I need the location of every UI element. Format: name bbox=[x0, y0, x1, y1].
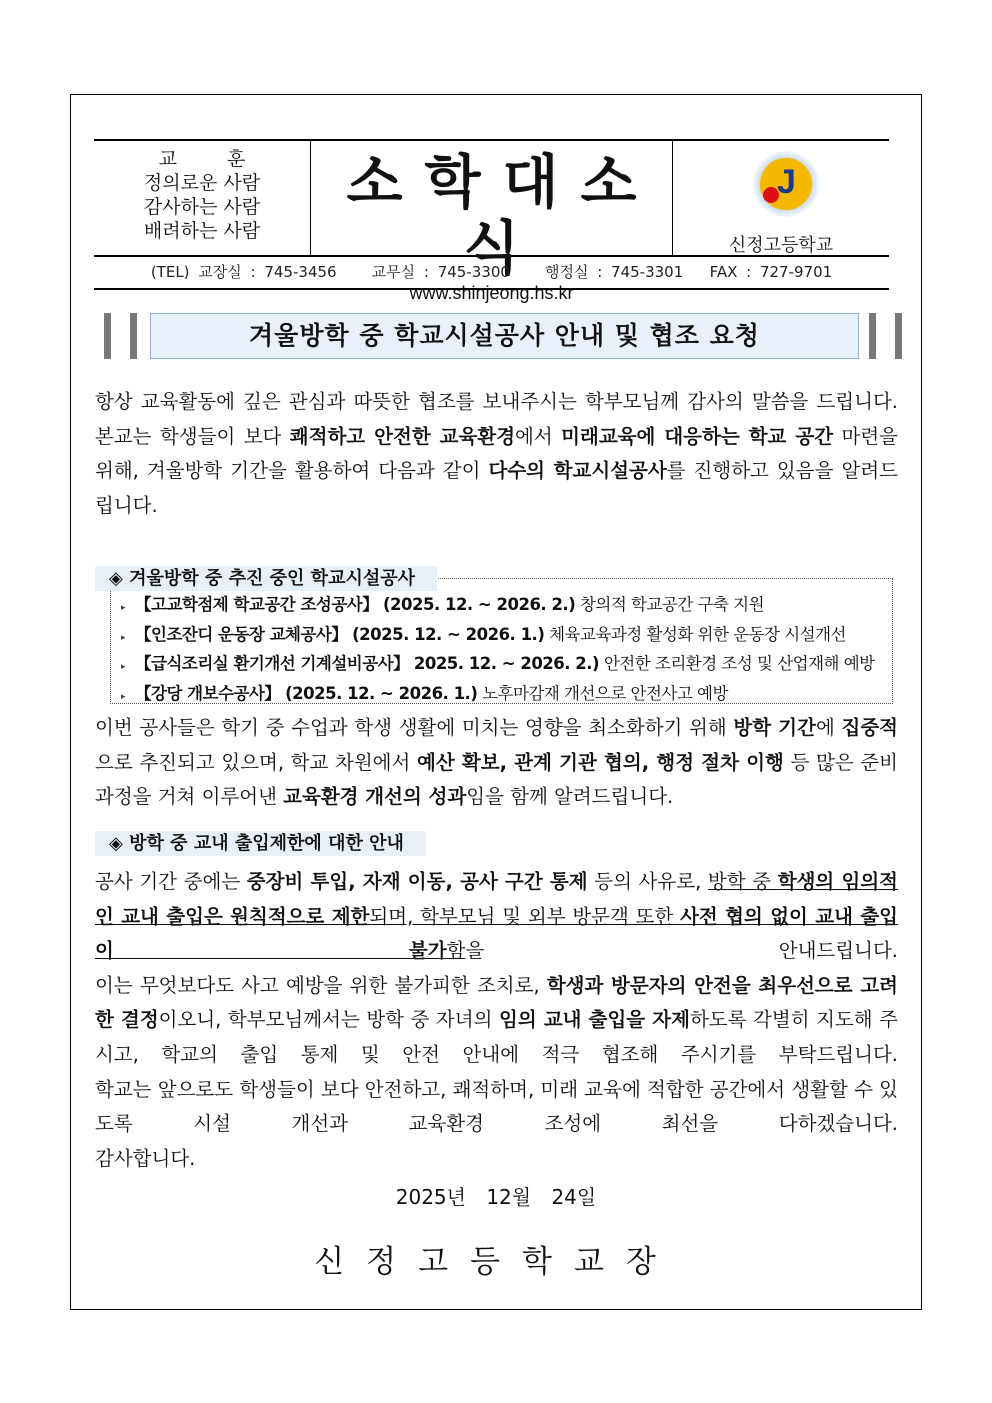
heading-bar-decoration bbox=[895, 313, 902, 359]
bold-text: 학생과 방문자의 안전을 최우선으로 고려한 결정 bbox=[95, 973, 898, 1032]
project-description: 체육교육과정 활성화 위한 운동장 시설개선 bbox=[549, 624, 846, 644]
bold-text: 임의 교내 출입을 자제 bbox=[499, 1008, 690, 1032]
text-run: 방학 중 bbox=[707, 870, 778, 893]
project-description: 노후마감재 개선으로 안전사고 예방 bbox=[482, 683, 728, 703]
section-title-access: ◈ 방학 중 교내 출입제한에 대한 안내 bbox=[95, 831, 426, 856]
paragraph bbox=[95, 1142, 898, 1177]
motto-line: 정의로운 사람 bbox=[143, 172, 261, 194]
paragraph bbox=[95, 711, 898, 815]
intro-paragraphs bbox=[95, 385, 898, 523]
construction-item bbox=[121, 622, 892, 652]
motto-title: 교훈 bbox=[158, 148, 296, 170]
text-run: 이는 무엇보다도 사고 예방을 위한 불가피한 조치로, bbox=[95, 973, 547, 997]
text-run: 함 bbox=[446, 939, 466, 963]
construction-summary-paragraph bbox=[95, 711, 898, 815]
school-logo-icon: J bbox=[753, 151, 819, 217]
project-name: 【고교학점제 학교공간 조성공사】 bbox=[135, 595, 379, 614]
diamond-icon: ◈ bbox=[109, 568, 123, 589]
text-run: 에 bbox=[815, 716, 842, 739]
contact-info: (TEL) 교장실 : 745-3456 교무실 : 745-3300 행정실 : 745-3301 FAX : 727-9701 bbox=[94, 257, 889, 290]
paragraph bbox=[95, 385, 898, 420]
document-date: 2025년 12월 24일 bbox=[395, 1185, 597, 1209]
text-run: 임을 함께 알려드립니다. bbox=[466, 785, 674, 809]
text-run: 항상 교육활동에 깊은 관심과 따뜻한 협조를 보내주시는 학부모님께 감사의 말씀을 드립니다. bbox=[95, 390, 898, 413]
paragraph bbox=[95, 420, 898, 524]
bold-text: 사전 협의 없이 교내 출입이 불가 bbox=[95, 904, 898, 963]
text-run: 학교는 앞으로도 학생들이 보다 안전하고, 쾌적하며, 미래 교육에 적합한 공간에서 생활할 수 있도록 시설 개선과 교육환경 조성에 최선을 다하겠습니다. bbox=[95, 1077, 898, 1136]
heading-bar-decoration bbox=[869, 313, 876, 359]
triangle-bullet-icon: ▸ bbox=[121, 603, 126, 613]
text-run: 에서 bbox=[515, 424, 562, 448]
section-title-construction: ◈ 겨울방학 중 추진 중인 학교시설공사 bbox=[95, 566, 437, 591]
project-period: (2025. 12. ~ 2026. 1.) bbox=[352, 624, 545, 644]
bold-text: 집중적 bbox=[841, 716, 898, 739]
triangle-bullet-icon: ▸ bbox=[121, 691, 126, 702]
paragraph bbox=[95, 1073, 898, 1142]
project-description: 안전한 조리환경 조성 및 산업재해 예방 bbox=[603, 654, 875, 673]
text-run: 본교는 학생들이 보다 bbox=[95, 424, 290, 448]
text-run: 감사합니다. bbox=[95, 1146, 196, 1170]
construction-list-box bbox=[110, 578, 893, 704]
paragraph bbox=[95, 969, 898, 1073]
school-name: 신정고등학교 bbox=[728, 235, 834, 256]
triangle-bullet-icon: ▸ bbox=[121, 662, 126, 672]
text-run: 되며, 학부모님 및 외부 방문객 또한 bbox=[369, 904, 681, 928]
construction-item bbox=[121, 651, 892, 681]
bold-text: 방학 기간 bbox=[733, 716, 816, 739]
project-period: (2025. 12. ~ 2026. 2.) bbox=[382, 595, 576, 614]
bold-text: 다수의 학교시설공사 bbox=[488, 459, 667, 483]
newsletter-title: 소학대소식 bbox=[346, 148, 659, 282]
page-heading: 겨울방학 중 학교시설공사 안내 및 협조 요청 bbox=[150, 313, 859, 359]
heading-bar-decoration bbox=[104, 313, 111, 359]
motto-line: 배려하는 사람 bbox=[143, 220, 261, 242]
bold-text: 쾌적하고 안전한 교육환경 bbox=[289, 424, 516, 448]
bold-text: 교육환경 개선의 성과 bbox=[283, 785, 467, 809]
construction-item bbox=[121, 681, 892, 711]
bold-text: 미래교육에 대응하는 학교 공간 bbox=[561, 424, 834, 448]
school-url: www.shinjeong.hs.kr bbox=[409, 283, 574, 303]
text-run: 공사 기간 중에는 bbox=[95, 870, 247, 893]
construction-item bbox=[121, 592, 892, 622]
project-period: (2025. 12. ~ 2026. 1.) bbox=[285, 683, 478, 703]
motto-line: 감사하는 사람 bbox=[143, 196, 261, 218]
text-run: 하도록 각별히 지도해 주시고, 학교의 출입 통제 및 안전 안내에 적극 협조해 주시기를 부탁드립니다. bbox=[95, 1008, 898, 1066]
text-run: 을 안내드립니다. bbox=[465, 939, 898, 963]
school-motto bbox=[94, 141, 311, 255]
text-run: 마련을 위해, 겨울방학 기간을 활용하여 다음과 같이 bbox=[95, 424, 898, 483]
text-run: 등 많은 준비 과정을 거쳐 이루어낸 bbox=[95, 750, 899, 809]
signature: 신정고등학교장 bbox=[314, 1244, 678, 1280]
text-run: 이오니, 학부모님께서는 방학 중 자녀의 bbox=[158, 1008, 499, 1032]
access-restriction-paragraphs bbox=[95, 865, 898, 1176]
diamond-icon: ◈ bbox=[109, 833, 123, 854]
text-run: 등의 사유로, bbox=[587, 870, 708, 893]
triangle-bullet-icon: ▸ bbox=[121, 632, 126, 643]
text-run: 이번 공사들은 학기 중 수업과 학생 생활에 미치는 영향을 최소화하기 위해 bbox=[95, 716, 734, 739]
project-name: 【강당 개보수공사】 bbox=[135, 683, 281, 703]
bold-text: 학생의 임의적인 교내 출입은 원칙적으로 제한 bbox=[95, 870, 898, 928]
project-name: 【인조잔디 운동장 교체공사】 bbox=[135, 624, 348, 644]
bold-text: 예산 확보, 관계 기관 협의, 행정 절차 이행 bbox=[417, 750, 784, 774]
project-name: 【급식조리실 환기개선 기계설비공사】 bbox=[135, 654, 410, 673]
text-run: 으로 추진되고 있으며, 학교 차원에서 bbox=[95, 750, 417, 774]
heading-bar-decoration bbox=[130, 313, 137, 359]
paragraph bbox=[95, 865, 898, 969]
project-description: 창의적 학교공간 구축 지원 bbox=[579, 595, 765, 614]
bold-text: 중장비 투입, 자재 이동, 공사 구간 통제 bbox=[246, 870, 588, 893]
text-run: 를 진행하고 있음을 알려드립니다. bbox=[95, 459, 898, 517]
project-period: 2025. 12. ~ 2026. 2.) bbox=[413, 654, 600, 673]
